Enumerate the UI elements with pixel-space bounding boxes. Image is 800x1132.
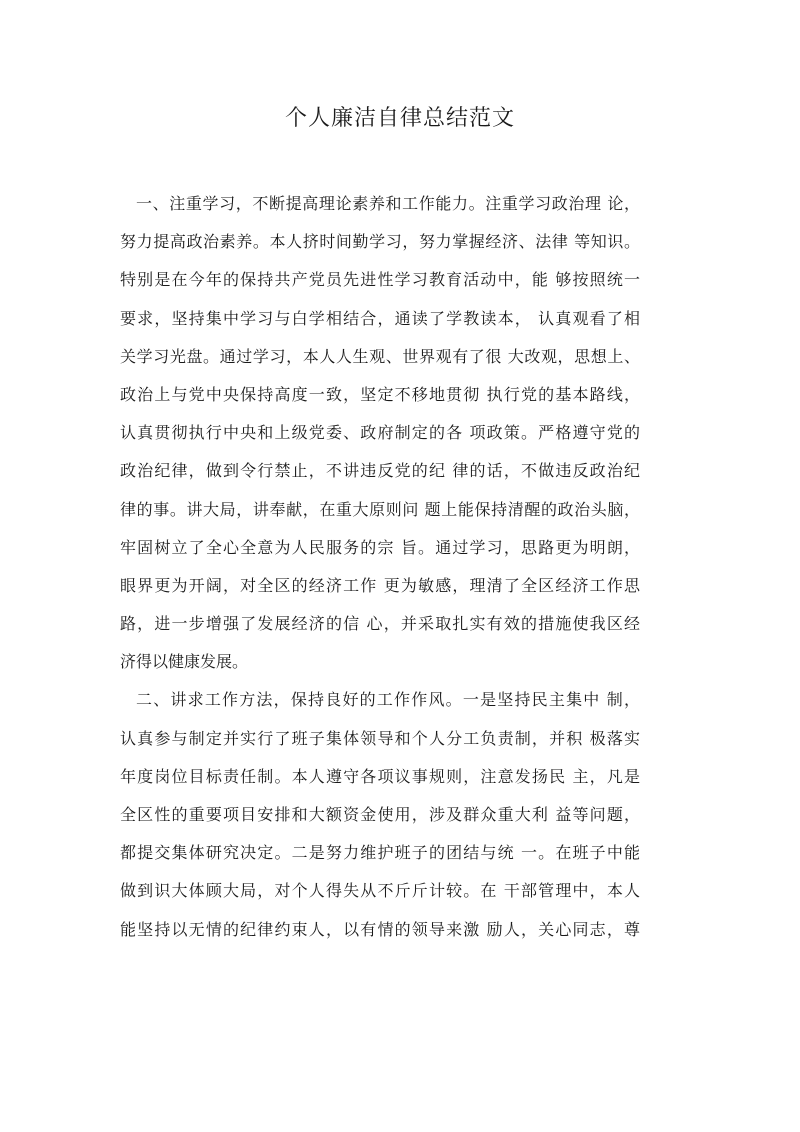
body-line: 眼界更为开阔，对全区的经济工作 更为敏感，理清了全区经济工作思 [120,575,640,595]
body-line: 努力提高政治素养。本人挤时间勤学习，努力掌握经济、法律 等知识。 [120,232,640,252]
document-title: 个人廉洁自律总结范文 [284,106,515,131]
body-line: 都提交集体研究决定。二是努力维护班子的团结与统 一。在班子中能 [120,843,640,863]
body-line: 认真贯彻执行中央和上级党委、政府制定的各 项政策。严格遵守党的 [120,423,640,443]
body-line: 能坚持以无情的纪律约束人，以有情的领导来激 励人，关心同志，尊 [120,919,640,939]
body-line: 认真参与制定并实行了班子集体领导和个人分工负责制，并积 极落实 [120,728,640,748]
body-line: 要求，坚持集中学习与白学相结合，通读了学教读本， 认真观看了相 [120,308,640,328]
body-line: 路，进一步增强了发展经济的信 心，并采取扎实有效的措施使我区经 [120,614,640,634]
document-body [120,185,640,949]
body-line: 一、注重学习，不断提高理论素养和工作能力。注重学习政治理 论， [136,194,640,213]
body-line: 年度岗位目标责任制。本人遵守各项议事规则，注意发扬民 主，凡是 [120,766,640,786]
body-line: 政治纪律，做到令行禁止，不讲违反党的纪 律的话，不做违反政治纪 [120,461,640,481]
body-line: 济得以健康发展。 [120,652,249,672]
body-line: 政治上与党中央保持高度一致，坚定不移地贯彻 执行党的基本路线， [120,384,640,404]
body-line: 牢固树立了全心全意为人民服务的宗 旨。通过学习，思路更为明朗， [120,537,640,557]
body-line: 二、讲求工作方法，保持良好的工作作风。一是坚持民主集中 制， [136,690,640,710]
body-line: 全区性的重要项目安排和大额资金使用，涉及群众重大利 益等问题， [120,805,640,824]
body-line: 特别是在今年的保持共产党员先进性学习教育活动中，能 够按照统一 [120,270,640,290]
body-line: 律的事。讲大局，讲奉献，在重大原则问 题上能保持清醒的政治头脑， [120,499,640,519]
body-line: 做到识大体顾大局，对个人得失从不斤斤计较。在 干部管理中，本人 [120,881,640,901]
body-line: 关学习光盘。通过学习，本人人生观、世界观有了很 大改观，思想上、 [120,346,640,366]
